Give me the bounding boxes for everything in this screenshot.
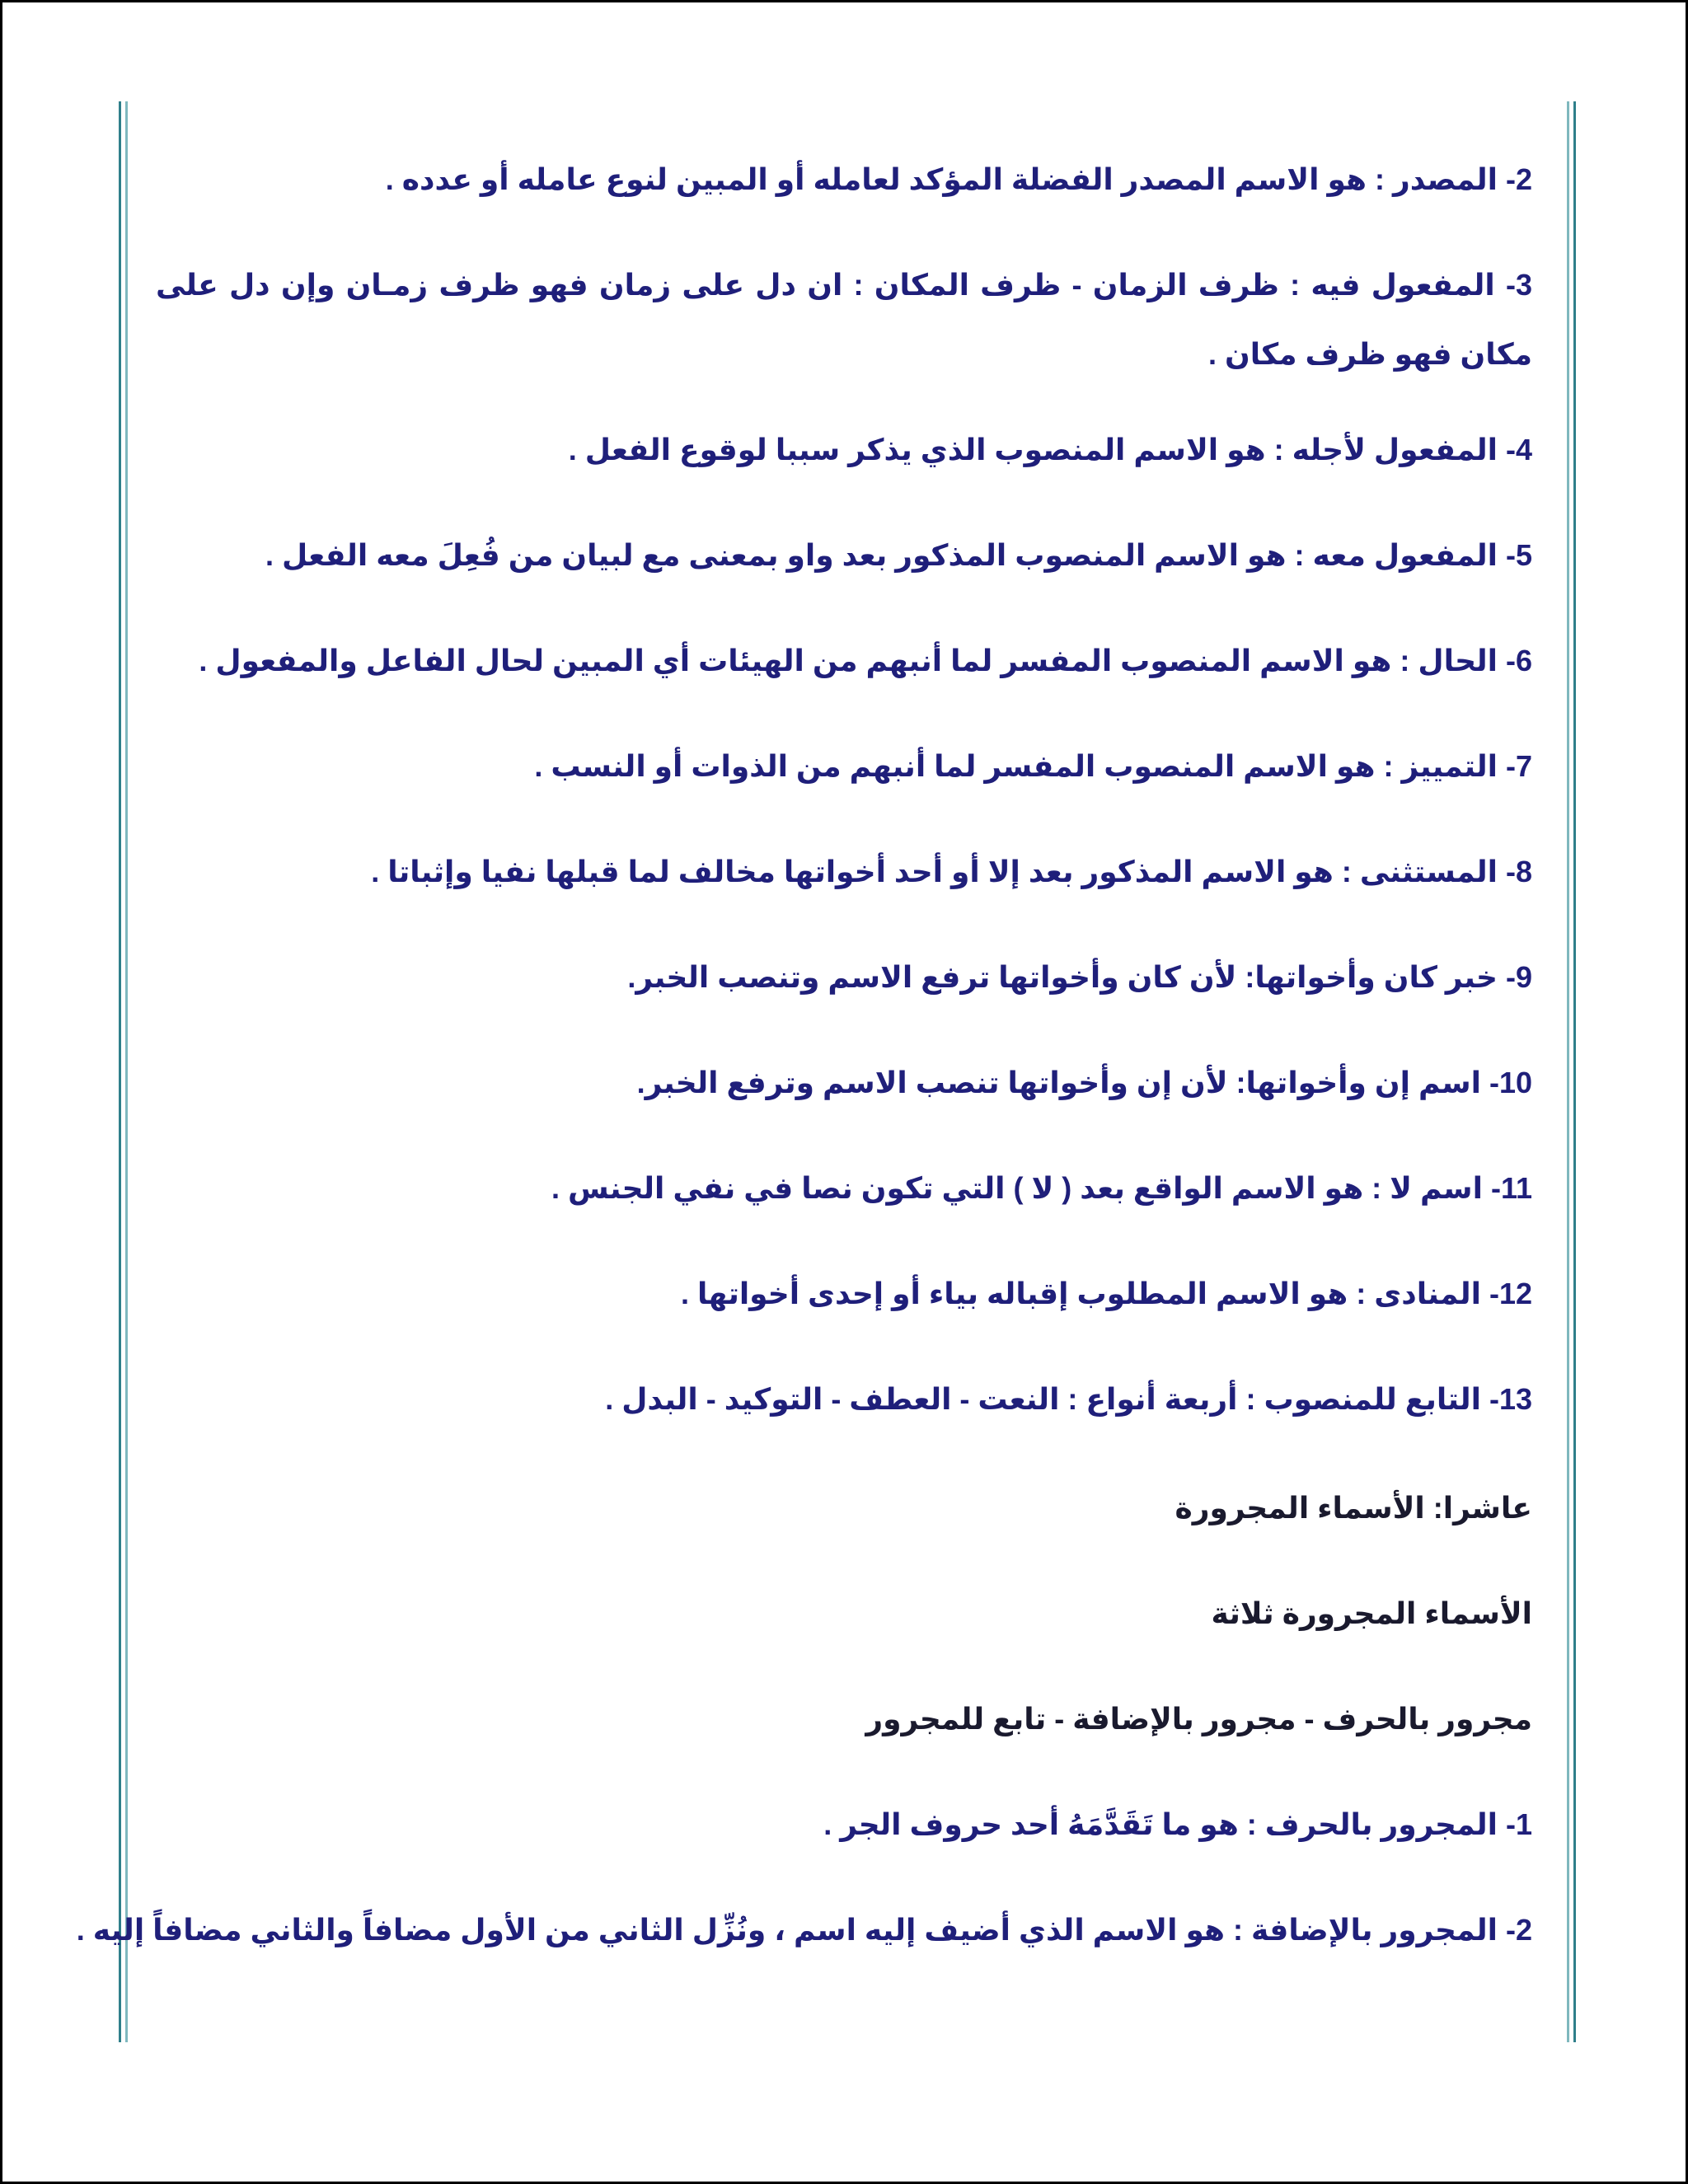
item-number: 11- [1490,1171,1532,1205]
definition-item [156,742,1532,847]
item-text: اسم إن وأخواتها: لأن إن وأخواتها تنصب الاسم وترفع الخبر. [636,1066,1481,1099]
definition-item [156,1058,1532,1164]
definition-item [156,1269,1532,1375]
item-number: 2- [1505,1913,1532,1947]
item-number: 7- [1505,749,1532,783]
definition-item [156,1164,1532,1269]
item-text: التابع للمنصوب : أربعة أنواع : النعت - العطف - التوكيد - البدل . [605,1382,1481,1416]
definition-item [156,425,1532,531]
item-text: اسم لا : هو الاسم الواقع بعد ( لا ) التي تكون نصا في نفي الجنس . [551,1171,1483,1205]
item-text: المفعول لأجله : هو الاسم المنصوب الذي يذكر سببا لوقوع الفعل . [568,433,1498,466]
item-text: المصدر : هو الاسم المصدر الفضلة المؤكد لعامله أو المبين لنوع عامله أو عدده . [385,162,1498,196]
item-number: 10- [1489,1066,1532,1099]
item-number: 9- [1505,960,1532,994]
item-number: 12- [1489,1277,1532,1310]
item-text: المستثنى : هو الاسم المذكور بعد إلا أو أحد أخواتها مخالف لما قبلها نفيا وإثباتا . [371,855,1498,888]
item-number: 1- [1505,1807,1532,1841]
definition-item [156,847,1532,953]
item-number: 3- [1505,268,1532,302]
item-text: المفعول فيه : ظرف الزمان - ظرف المكان : ان دل على زمان فهو ظرف زمـان وإن دل على مكان فهو ظرف مكان . [156,268,1532,371]
section-categories: مجرور بالحرف - مجرور بالإضافة - تابع للمجرور [865,1702,1532,1736]
item-number: 5- [1505,538,1532,572]
section-heading: عاشرا: الأسماء المجرورة [1175,1491,1532,1525]
right-border-line-inner [1567,101,1569,2042]
definition-item [156,636,1532,742]
item-number: 2- [1505,162,1532,196]
item-text: المجرور بالإضافة : هو الاسم الذي أضيف إليه اسم ، ونُزِّل الثاني من الأول مضافاً والثاني مضافاً إليه . [76,1913,1498,1947]
left-border-line-outer [119,101,121,2042]
definition-item [156,251,1532,389]
item-text: خبر كان وأخواتها: لأن كان وأخواتها ترفع الاسم وتنصب الخبر. [627,960,1498,994]
item-text: الحال : هو الاسم المنصوب المفسر لما أنبهم من الهيئات أي المبين لحال الفاعل والمفعول . [199,644,1498,677]
item-text: المنادى : هو الاسم المطلوب إقباله بياء أو إحدى أخواتها . [681,1277,1481,1310]
definition-item [156,1375,1532,1480]
definition-item [156,155,1532,260]
left-border-line-inner [125,101,128,2042]
item-number: 4- [1505,433,1532,466]
genitive-item [76,1905,1532,2011]
item-number: 6- [1505,644,1532,677]
item-number: 13- [1489,1382,1532,1416]
right-border-line-outer [1573,101,1576,2042]
item-text: المجرور بالحرف : هو ما تَقَدَّمَهُ أحد حروف الجر . [823,1807,1498,1841]
section-subheading: الأسماء المجرورة ثلاثة [1211,1596,1532,1630]
genitive-item [156,1800,1532,1905]
item-text: المفعول معه : هو الاسم المنصوب المذكور بعد واو بمعنى مع لبيان من فُعِلَ معه الفعل . [265,538,1498,572]
definition-item [156,953,1532,1058]
definition-item [156,531,1532,636]
item-text: التمييز : هو الاسم المنصوب المفسر لما أنبهم من الذوات أو النسب . [534,749,1498,783]
document-body [76,155,1532,2011]
item-number: 8- [1505,855,1532,888]
